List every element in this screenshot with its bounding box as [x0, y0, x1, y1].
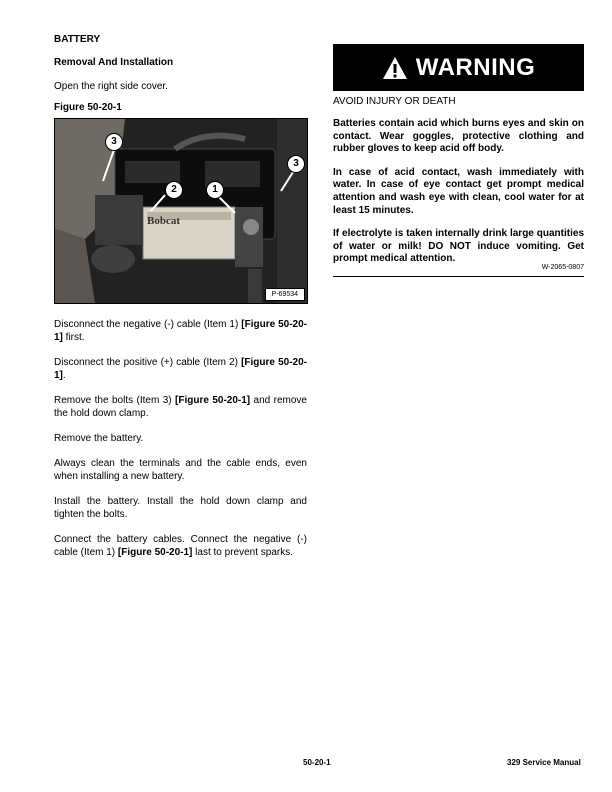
warning-banner	[333, 44, 584, 91]
callout-3-right: 3	[287, 155, 305, 173]
step: Install the battery. Install the hold down clamp and tighten the bolts.	[54, 496, 307, 520]
warning-triangle-icon	[382, 56, 408, 80]
step: Remove the battery.	[54, 433, 144, 444]
warning-body	[333, 118, 584, 277]
figure-reference: [Figure 50-20-1]	[175, 395, 251, 406]
step: Disconnect the positive (+) cable (Item 2) [Figure 50-20-1].	[54, 357, 307, 381]
figure-title: Figure 50-20-1	[54, 102, 122, 113]
figure-reference: [Figure 50-20-1]	[54, 357, 307, 381]
step: Always clean the terminals and the cable ends, even when installing a new battery.	[54, 458, 307, 482]
warning-paragraph: In case of acid contact, wash immediately with water. In case of eye contact get prompt medical attention and wash eye with clean, cool water for at least 15 minutes.	[333, 166, 584, 216]
procedure-steps	[54, 318, 307, 571]
step: Remove the bolts (Item 3) [Figure 50-20-1] and remove the hold down clamp.	[54, 395, 307, 419]
warning-code: W-2065-0807	[541, 264, 584, 271]
warning-divider	[333, 276, 584, 277]
battery-brand-label: Bobcat	[147, 215, 180, 227]
warning-subheading: AVOID INJURY OR DEATH	[333, 96, 456, 107]
warning-paragraph: If electrolyte is taken internally drink large quantities of water or milk! DO NOT induce vomiting. Get prompt medical attention.	[333, 228, 584, 265]
callout-2: 2	[165, 181, 183, 199]
battery-photo	[54, 118, 308, 304]
step: Disconnect the negative (-) cable (Item 1) [Figure 50-20-1] first.	[54, 319, 307, 343]
callout-3-left: 3	[105, 133, 123, 151]
warning-heading: WARNING	[415, 53, 536, 81]
subsection-title: Removal And Installation	[54, 57, 174, 68]
warning-paragraph: Batteries contain acid which burns eyes and skin on contact. Wear goggles, protective clothing and rubber gloves to keep acid off body.	[333, 118, 584, 155]
manual-title: 329 Service Manual	[507, 758, 581, 767]
figure-reference: [Figure 50-20-1]	[117, 547, 193, 558]
page-number: 50-20-1	[303, 758, 331, 767]
battery-photo-illustration	[55, 119, 307, 303]
section-title: BATTERY	[54, 34, 101, 45]
step: Connect the battery cables. Connect the negative (-) cable (Item 1) [Figure 50-20-1] last to prevent sparks.	[54, 534, 307, 558]
callout-1: 1	[206, 181, 224, 199]
photo-code: P-69534	[265, 288, 305, 301]
intro-text: Open the right side cover.	[54, 81, 168, 92]
figure-reference: [Figure 50-20-1]	[54, 319, 307, 343]
